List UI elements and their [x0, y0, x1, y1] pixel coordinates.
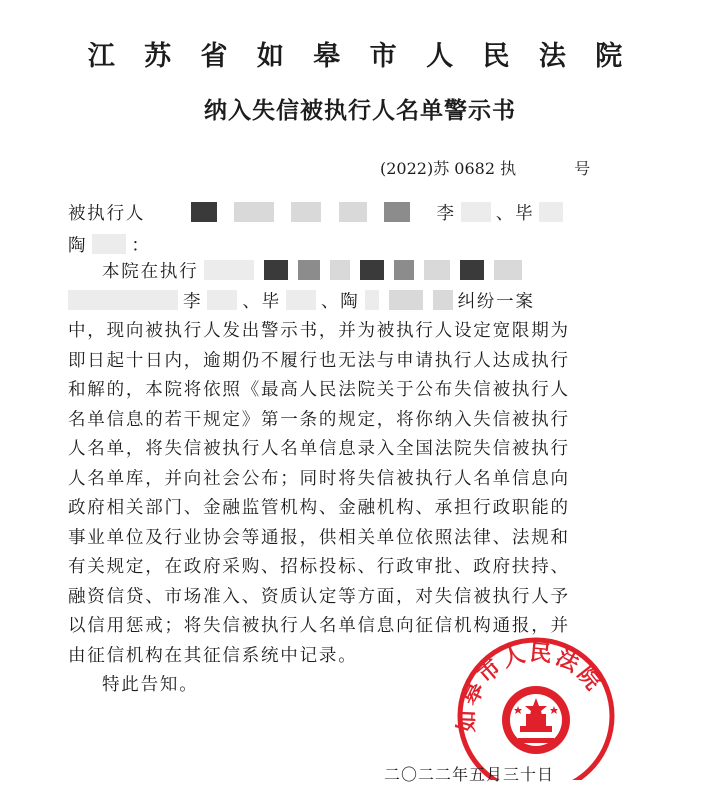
body-line: 人名单，将失信被执行人名单信息录入全国法院失信被执行: [68, 439, 570, 459]
redaction-block: [389, 290, 423, 310]
redaction-block: [339, 202, 367, 222]
redaction-block: [207, 290, 237, 310]
respondent-line-2: [68, 232, 151, 257]
respondent-label: 被执行人: [68, 204, 146, 224]
redaction-block: [539, 202, 563, 222]
body-line: 即日起十日内，逾期仍不履行也无法与申请执行人达成执行: [68, 350, 570, 371]
case-number-suffix: 号: [574, 159, 591, 178]
body-line: 政府相关部门、金融监管机构、金融机构、承担行政职能的: [68, 498, 570, 518]
redaction-block: [365, 290, 379, 310]
redaction-block: [234, 202, 274, 222]
body-line: 由征信机构在其征信系统中记录。: [68, 645, 358, 666]
respondent-colon: ：: [131, 236, 151, 256]
redaction-block: [360, 260, 384, 280]
redaction-block: [460, 260, 484, 280]
body-name-a: 李: [183, 291, 203, 312]
redaction-block: [291, 202, 321, 222]
respondent-name-c: 陶: [68, 236, 88, 256]
body-name-c: 陶: [340, 291, 360, 312]
court-seal: [448, 628, 624, 780]
body-line: 有关规定，在政府采购、招标投标、行政审批、政府扶持、: [68, 557, 570, 577]
body-line: 融资信贷、市场准入、资质认定等方面，对失信被执行人予: [68, 586, 570, 607]
redaction-block: [286, 290, 316, 310]
redaction-block: [204, 260, 254, 280]
body-sep-a: 、: [242, 291, 262, 312]
body-line: 事业单位及行业协会等通报，供相关单位依照法律、法规和: [68, 527, 570, 548]
body-sep-b: 、: [320, 291, 341, 312]
redaction-block: [461, 202, 491, 222]
respondent-line: [68, 200, 568, 225]
court-name: 江 苏 省 如 皋 市 人 民 法 院: [87, 41, 633, 72]
body-line: 名单信息的若干规定》第一条的规定，将你纳入失信被执行: [68, 409, 570, 430]
body-line: 和解的，本院将依照《最高人民法院关于公布失信被执行人: [68, 380, 570, 400]
redaction-block: [384, 202, 410, 222]
body-line: [68, 288, 628, 318]
seal-text: 如皋市人民法院: [454, 640, 608, 733]
closing-line: 特此告知。: [102, 675, 199, 695]
redaction-block: [264, 260, 288, 280]
redaction-block: [68, 290, 178, 310]
body-line: [68, 258, 628, 288]
respondent-name-a: 李: [436, 204, 456, 224]
body-line-end: 纠纷一案: [457, 291, 535, 312]
national-emblem-icon: [502, 686, 570, 754]
redaction-block: [494, 260, 522, 280]
body-line: 人名单库，并向社会公布；同时将失信被执行人名单信息向: [68, 468, 570, 489]
body-line: 中，现向被执行人发出警示书，并为被执行人设定宽限期为: [68, 321, 570, 341]
issue-date: 二〇二二年五月三十日: [384, 765, 555, 784]
redaction-block: [92, 234, 126, 254]
redaction-block: [424, 260, 450, 280]
redaction-block: [330, 260, 350, 280]
body-line-start: 本院在执行: [102, 262, 199, 282]
case-number: [380, 156, 590, 179]
case-number-text: (2022)苏 0682 执: [380, 159, 517, 178]
respondent-name-b: 毕: [515, 204, 535, 224]
body-name-b: 毕: [261, 291, 281, 312]
redaction-block: [191, 202, 217, 222]
respondent-separator: 、: [495, 204, 516, 224]
document-title: 纳入失信被执行人名单警示书: [204, 98, 516, 124]
body-line: 以信用惩戒；将失信被执行人名单信息向征信机构通报，并: [68, 616, 570, 636]
redaction-block: [298, 260, 320, 280]
redaction-block: [394, 260, 414, 280]
redaction-block: [433, 290, 453, 310]
